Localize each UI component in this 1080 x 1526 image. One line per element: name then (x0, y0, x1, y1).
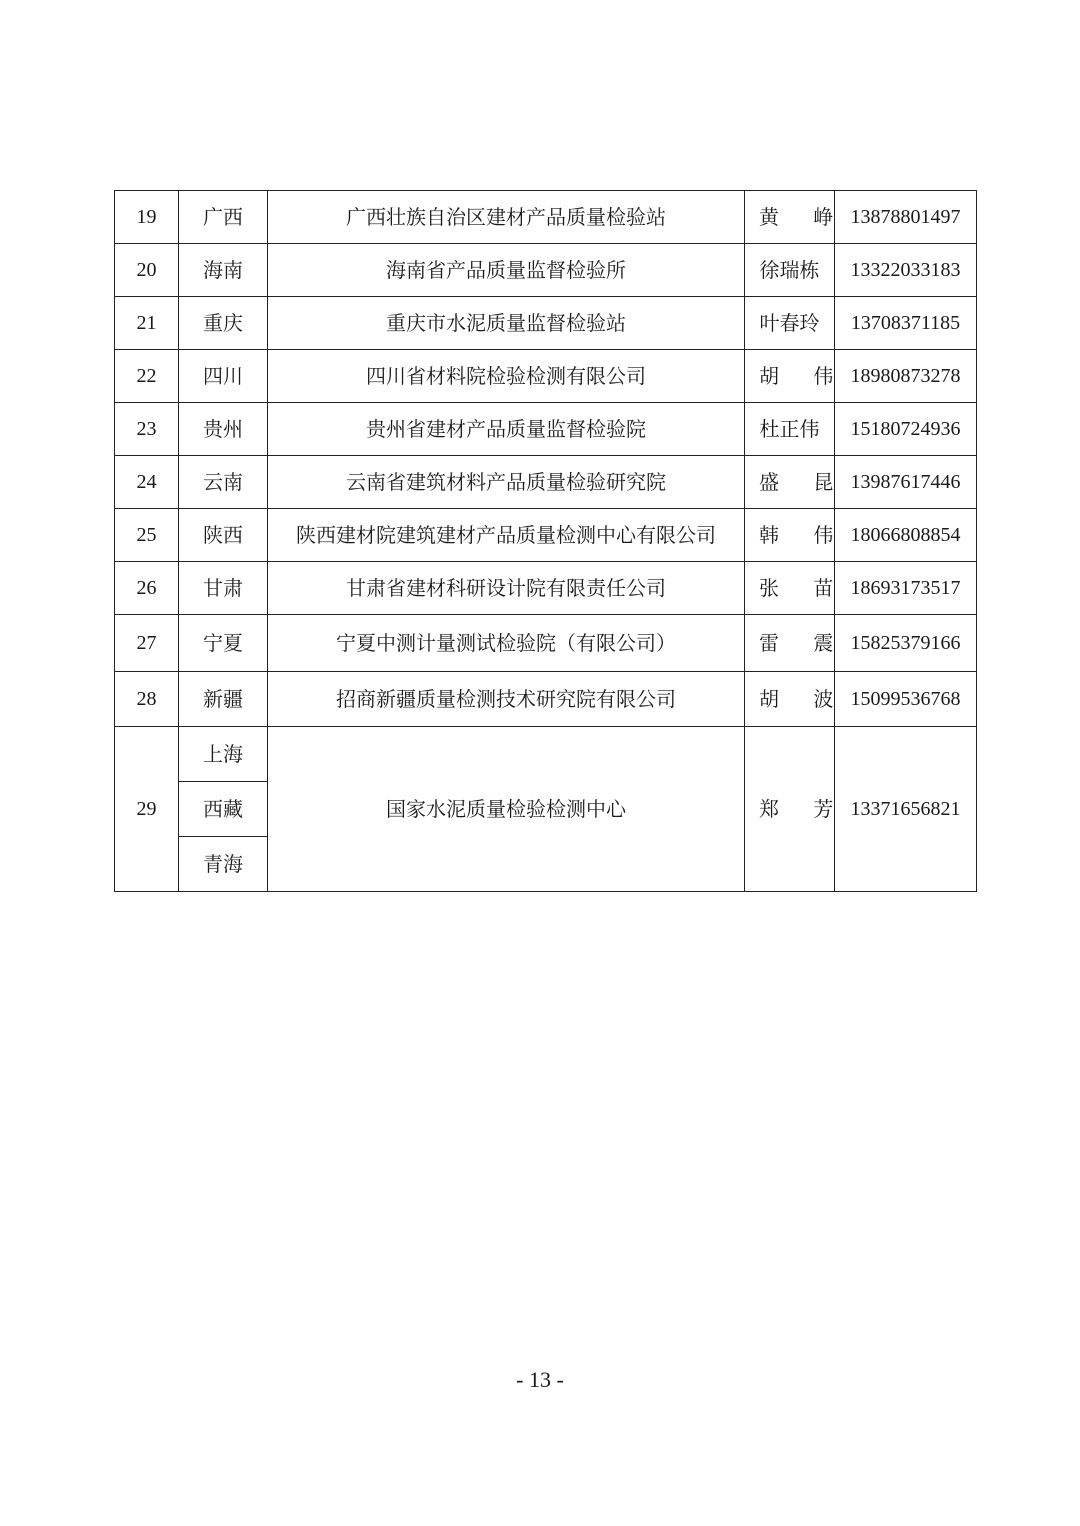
row-number: 25 (115, 509, 179, 562)
table-row (115, 403, 977, 456)
contact-name-cell: 雷 震 (745, 615, 835, 672)
row-number: 28 (115, 672, 179, 727)
phone-cell: 18980873278 (835, 350, 977, 403)
organization-cell: 宁夏中测计量测试检验院（有限公司） (268, 615, 745, 672)
province-cell: 云南 (179, 456, 268, 509)
province-cell: 青海 (179, 837, 268, 892)
row-number: 21 (115, 297, 179, 350)
row-number: 23 (115, 403, 179, 456)
organization-cell: 四川省材料院检验检测有限公司 (268, 350, 745, 403)
contact-name-cell: 徐瑞栋 (745, 244, 835, 297)
province-cell: 陕西 (179, 509, 268, 562)
phone-cell: 13371656821 (835, 727, 977, 892)
table-row (115, 297, 977, 350)
table-row (115, 615, 977, 672)
province-cell: 西藏 (179, 782, 268, 837)
organization-cell: 广西壮族自治区建材产品质量检验站 (268, 191, 745, 244)
organization-cell: 招商新疆质量检测技术研究院有限公司 (268, 672, 745, 727)
contact-name-cell: 盛 昆 (745, 456, 835, 509)
contact-name-cell: 胡 波 (745, 672, 835, 727)
page-number: - 13 - (516, 1367, 564, 1392)
phone-cell: 18066808854 (835, 509, 977, 562)
province-cell: 新疆 (179, 672, 268, 727)
phone-cell: 15099536768 (835, 672, 977, 727)
table-row (115, 191, 977, 244)
table-row (115, 509, 977, 562)
organization-cell: 甘肃省建材科研设计院有限责任公司 (268, 562, 745, 615)
organization-cell: 云南省建筑材料产品质量检验研究院 (268, 456, 745, 509)
row-number: 24 (115, 456, 179, 509)
row-number: 26 (115, 562, 179, 615)
phone-cell: 15825379166 (835, 615, 977, 672)
contact-name-cell: 杜正伟 (745, 403, 835, 456)
contact-table (114, 190, 977, 892)
contact-name-cell: 张 苗 (745, 562, 835, 615)
table-row (115, 562, 977, 615)
organization-cell: 国家水泥质量检验检测中心 (268, 727, 745, 892)
row-number: 27 (115, 615, 179, 672)
province-cell: 四川 (179, 350, 268, 403)
organization-cell: 陕西建材院建筑建材产品质量检测中心有限公司 (268, 509, 745, 562)
phone-cell: 13708371185 (835, 297, 977, 350)
phone-cell: 15180724936 (835, 403, 977, 456)
phone-cell: 13987617446 (835, 456, 977, 509)
phone-cell: 13878801497 (835, 191, 977, 244)
phone-cell: 18693173517 (835, 562, 977, 615)
contact-name-cell: 黄 峥 (745, 191, 835, 244)
province-cell: 甘肃 (179, 562, 268, 615)
contact-name-cell: 郑 芳 (745, 727, 835, 892)
table-row (115, 456, 977, 509)
row-number: 20 (115, 244, 179, 297)
row-number: 22 (115, 350, 179, 403)
province-cell: 宁夏 (179, 615, 268, 672)
province-cell: 贵州 (179, 403, 268, 456)
contact-name-cell: 韩 伟 (745, 509, 835, 562)
row-number: 19 (115, 191, 179, 244)
organization-cell: 贵州省建材产品质量监督检验院 (268, 403, 745, 456)
province-cell: 广西 (179, 191, 268, 244)
table-row (115, 244, 977, 297)
organization-cell: 重庆市水泥质量监督检验站 (268, 297, 745, 350)
organization-cell: 海南省产品质量监督检验所 (268, 244, 745, 297)
province-cell: 海南 (179, 244, 268, 297)
table-row (115, 672, 977, 727)
table-row (115, 350, 977, 403)
contact-name-cell: 胡 伟 (745, 350, 835, 403)
province-cell: 上海 (179, 727, 268, 782)
phone-cell: 13322033183 (835, 244, 977, 297)
contact-name-cell: 叶春玲 (745, 297, 835, 350)
row-number: 29 (115, 727, 179, 892)
province-cell: 重庆 (179, 297, 268, 350)
table-row (115, 727, 977, 782)
